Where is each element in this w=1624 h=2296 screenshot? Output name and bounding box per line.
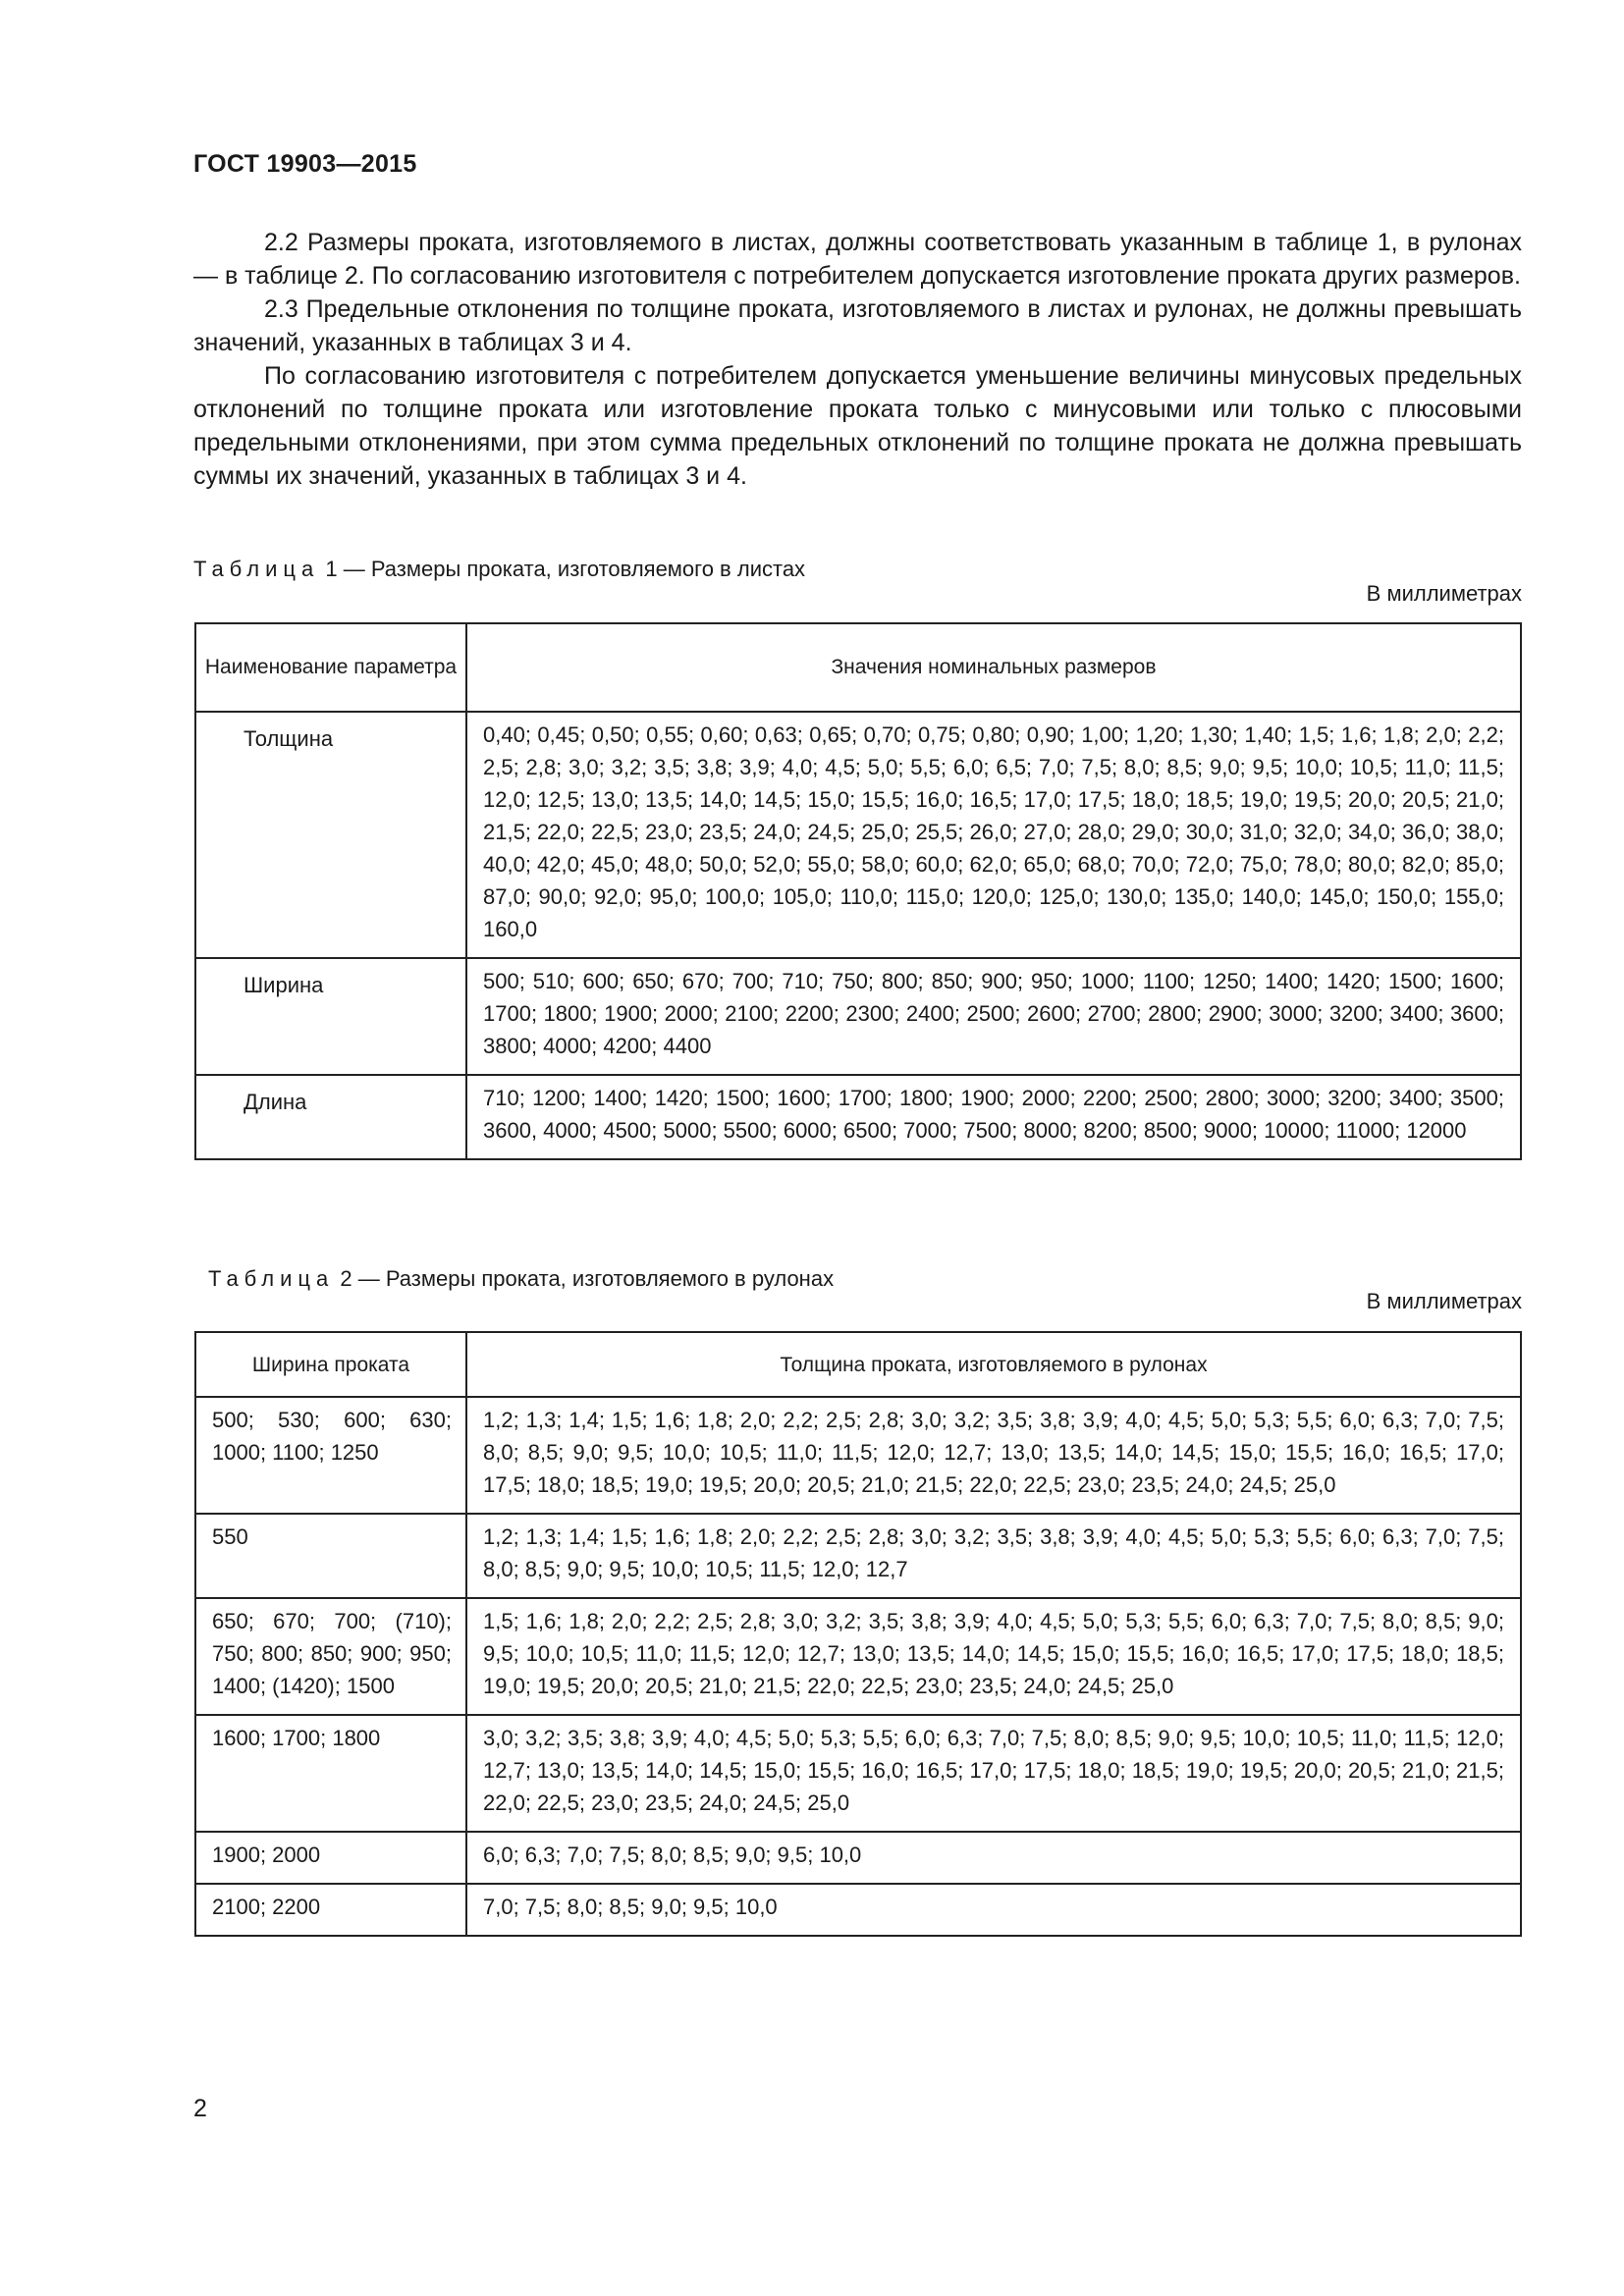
table2-units: В миллиметрах (1366, 1289, 1522, 1313)
table2-caption-text: 2 — Размеры проката, изготовляемого в рулонах (334, 1266, 835, 1291)
table1 (194, 622, 1522, 1160)
table1-row-name: Толщина (195, 712, 466, 958)
table2-row-width: 500; 530; 600; 630; 1000; 1100; 1250 (195, 1397, 466, 1514)
table-row (195, 1397, 1521, 1514)
table1-header-param: Наименование параметра (195, 623, 466, 712)
table2-row-width: 2100; 2200 (195, 1884, 466, 1936)
table1-row-values: 710; 1200; 1400; 1420; 1500; 1600; 1700; 1800; 1900; 2000; 2200; 2500; 2800; 3000; 3200; 3400; 3500; 3600, 4000; 4500; 5000; 5500; 6000; 6500; 7000; 7500; 8000; 8200; 8500; 9000; 10000; 11000; 12000 (466, 1075, 1521, 1159)
table1-caption-word: Таблица (193, 557, 320, 581)
table-row (195, 712, 1521, 958)
table2-row-width: 1600; 1700; 1800 (195, 1715, 466, 1832)
table-header-row (195, 1332, 1521, 1397)
table2-row-thickness: 6,0; 6,3; 7,0; 7,5; 8,0; 8,5; 9,0; 9,5; 10,0 (466, 1832, 1521, 1884)
table1-row-name: Длина (195, 1075, 466, 1159)
table1-row-values: 500; 510; 600; 650; 670; 700; 710; 750; 800; 850; 900; 950; 1000; 1100; 1250; 1400; 1420; 1500; 1600; 1700; 1800; 1900; 2000; 2100; 2200; 2300; 2400; 2500; 2600; 2700; 2800; 2900; 3000; 3200; 3400; 3600; 3800; 4000; 4200; 4400 (466, 958, 1521, 1075)
page-number: 2 (193, 2095, 207, 2122)
table-row (195, 1514, 1521, 1598)
table1-row-values: 0,40; 0,45; 0,50; 0,55; 0,60; 0,63; 0,65; 0,70; 0,75; 0,80; 0,90; 1,00; 1,20; 1,30; 1,40; 1,5; 1,6; 1,8; 2,0; 2,2; 2,5; 2,8; 3,0; 3,2; 3,5; 3,8; 3,9; 4,0; 4,5; 5,0; 5,5; 6,0; 6,5; 7,0; 7,5; 8,0; 8,5; 9,0; 9,5; 10,0; 10,5; 11,0; 11,5; 12,0; 12,5; 13,0; 13,5; 14,0; 14,5; 15,0; 15,5; 16,0; 16,5; 17,0; 17,5; 18,0; 18,5; 19,0; 19,5; 20,0; 20,5; 21,0; 21,5; 22,0; 22,5; 23,0; 23,5; 24,0; 24,5; 25,0; 25,5; 26,0; 27,0; 28,0; 29,0; 30,0; 31,0; 32,0; 34,0; 36,0; 38,0; 40,0; 42,0; 45,0; 48,0; 50,0; 52,0; 55,0; 58,0; 60,0; 62,0; 65,0; 68,0; 70,0; 72,0; 75,0; 78,0; 80,0; 82,0; 85,0; 87,0; 90,0; 92,0; 95,0; 100,0; 105,0; 110,0; 115,0; 120,0; 125,0; 130,0; 135,0; 140,0; 145,0; 150,0; 155,0; 160,0 (466, 712, 1521, 958)
document-header: ГОСТ 19903—2015 (193, 150, 417, 178)
table1-caption (193, 557, 805, 582)
table1-row-name: Ширина (195, 958, 466, 1075)
table1-caption-text: 1 — Размеры проката, изготовляемого в листах (319, 557, 806, 581)
table2-row-thickness: 7,0; 7,5; 8,0; 8,5; 9,0; 9,5; 10,0 (466, 1884, 1521, 1936)
table2-row-thickness: 1,2; 1,3; 1,4; 1,5; 1,6; 1,8; 2,0; 2,2; 2,5; 2,8; 3,0; 3,2; 3,5; 3,8; 3,9; 4,0; 4,5; 5,0; 5,3; 5,5; 6,0; 6,3; 7,0; 7,5; 8,0; 8,5; 9,0; 9,5; 10,0; 10,5; 11,5; 12,0; 12,7 (466, 1514, 1521, 1598)
table-row (195, 1075, 1521, 1159)
body-text (193, 226, 1522, 493)
table2 (194, 1331, 1522, 1937)
table2-header-width: Ширина проката (195, 1332, 466, 1397)
paragraph-2-2: 2.2 Размеры проката, изготовляемого в листах, должны соответствовать указанным в таблице 1, в рулонах — в таблице 2. По согласованию изготовителя с потребителем допускается изготовление проката других размеров. (193, 229, 1522, 290)
table-header-row (195, 623, 1521, 712)
table2-header-thickness: Толщина проката, изготовляемого в рулонах (466, 1332, 1521, 1397)
table-row (195, 1598, 1521, 1715)
paragraph-2-3: 2.3 Предельные отклонения по толщине проката, изготовляемого в листах и рулонах, не должны превышать значений, указанных в таблицах 3 и 4. (193, 295, 1522, 356)
table2-row-thickness: 3,0; 3,2; 3,5; 3,8; 3,9; 4,0; 4,5; 5,0; 5,3; 5,5; 6,0; 6,3; 7,0; 7,5; 8,0; 8,5; 9,0; 9,5; 10,0; 10,5; 11,0; 11,5; 12,0; 12,7; 13,0; 13,5; 14,0; 14,5; 15,0; 15,5; 16,0; 16,5; 17,0; 17,5; 18,0; 18,5; 19,0; 19,5; 20,0; 20,5; 21,0; 21,5; 22,0; 22,5; 23,0; 23,5; 24,0; 24,5; 25,0 (466, 1715, 1521, 1832)
table2-row-thickness: 1,2; 1,3; 1,4; 1,5; 1,6; 1,8; 2,0; 2,2; 2,5; 2,8; 3,0; 3,2; 3,5; 3,8; 3,9; 4,0; 4,5; 5,0; 5,3; 5,5; 6,0; 6,3; 7,0; 7,5; 8,0; 8,5; 9,0; 9,5; 10,0; 10,5; 11,0; 11,5; 12,0; 12,7; 13,0; 13,5; 14,0; 14,5; 15,0; 15,5; 16,0; 16,5; 17,0; 17,5; 18,0; 18,5; 19,0; 19,5; 20,0; 20,5; 21,0; 21,5; 22,0; 22,5; 23,0; 23,5; 24,0; 24,5; 25,0 (466, 1397, 1521, 1514)
table-row (195, 1715, 1521, 1832)
table-row (195, 958, 1521, 1075)
table2-row-width: 1900; 2000 (195, 1832, 466, 1884)
table2-row-thickness: 1,5; 1,6; 1,8; 2,0; 2,2; 2,5; 2,8; 3,0; 3,2; 3,5; 3,8; 3,9; 4,0; 4,5; 5,0; 5,3; 5,5; 6,0; 6,3; 7,0; 7,5; 8,0; 8,5; 9,0; 9,5; 10,0; 10,5; 11,0; 11,5; 12,0; 12,7; 13,0; 13,5; 14,0; 14,5; 15,0; 15,5; 16,0; 16,5; 17,0; 17,5; 18,0; 18,5; 19,0; 19,5; 20,0; 20,5; 21,0; 21,5; 22,0; 22,5; 23,0; 23,5; 24,0; 24,5; 25,0 (466, 1598, 1521, 1715)
table1-units: В миллиметрах (1366, 581, 1522, 606)
paragraph-agreement: По согласованию изготовителя с потребителем допускается уменьшение величины минусовых предельных отклонений по толщине проката или изготовление проката только с минусовыми или только с плюсовыми предельными отклонениями, при этом сумма предельных отклонений по толщине проката не должна превышать суммы их значений, указанных в таблицах 3 и 4. (193, 362, 1522, 490)
table2-caption-word: Таблица (208, 1266, 335, 1291)
table1-header-values: Значения номинальных размеров (466, 623, 1521, 712)
table-row (195, 1832, 1521, 1884)
table2-row-width: 550 (195, 1514, 466, 1598)
table2-row-width: 650; 670; 700; (710); 750; 800; 850; 900; 950; 1400; (1420); 1500 (195, 1598, 466, 1715)
table2-caption (208, 1266, 834, 1292)
table-row (195, 1884, 1521, 1936)
